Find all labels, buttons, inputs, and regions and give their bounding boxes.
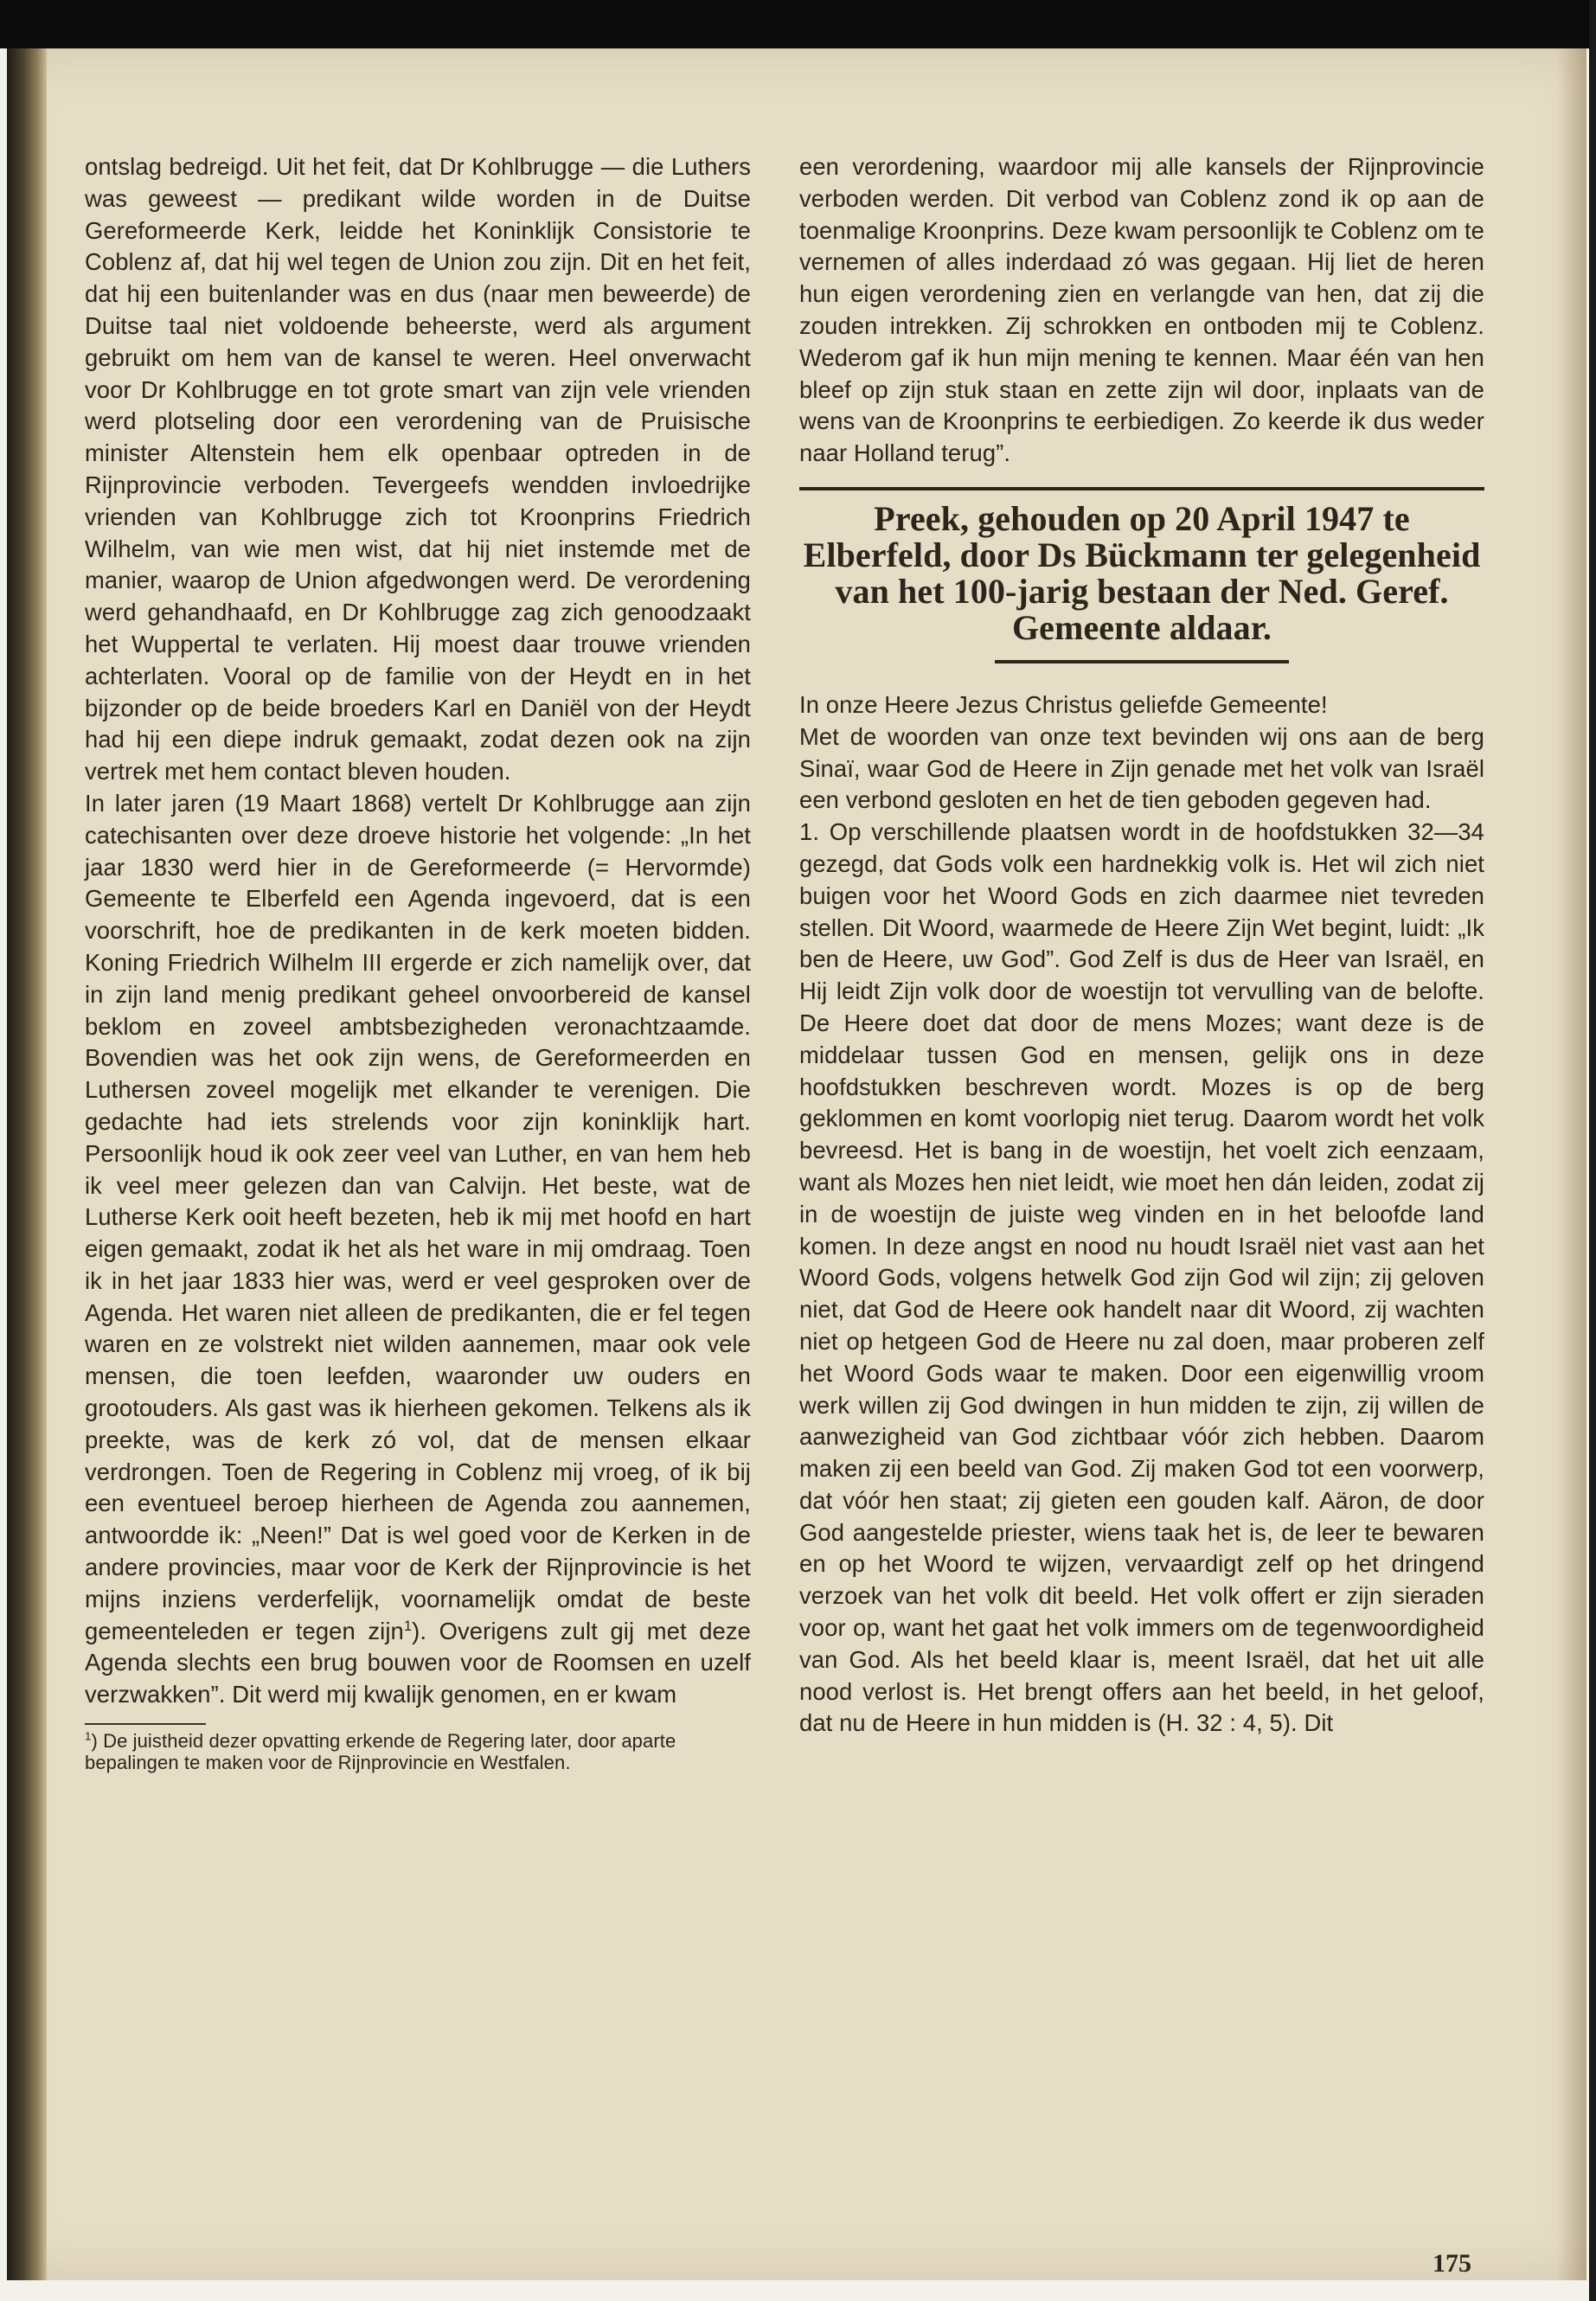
book-binding-edge <box>7 48 47 2280</box>
body-paragraph: een verordening, waardoor mij alle kansels der Rijnprovincie verboden werden. Dit verbod van Coblenz zond ik op aan de toenmalige Kroonprins. Deze kwam persoonlijk te Coblenz om te vernemen of alles inderdaad zó was gegaan. Hij liet de heren hun eigen verordening zien en verlangde van hen, dat zij die zouden intrekken. Zij schrokken en ontboden mij te Coblenz. Wederom gaf ik hun mijn mening te kennen. Maar één van hen bleef op zijn stuk staan en zette zijn wil door, inplaats van de wens van de Kroonprins te eerbiedigen. Zo keerde ik dus weder naar Holland terug”. <box>799 153 1484 467</box>
body-paragraph: 1. Op verschillende plaatsen wordt in de hoofdstukken 32—34 gezegd, dat Gods volk een hardnekkig volk is. Het wil zich niet buigen voor het Woord Gods en zich daarmee niet tevreden stellen. Dit Woord, waarmede de Heere Zijn Wet begint, luidt: „Ik ben de Heere, uw God”. God Zelf is dus de Heer van Israël, en Hij leidt Zijn volk door de woestijn tot vervulling van de belofte. De Heere doet dat door de mens Mozes; want deze is de middelaar tussen God en mensen, gelijk ons in deze hoofdstukken beschreven wordt. Mozes is op de berg geklommen en komt voorlopig niet terug. Daarom wordt het volk bevreesd. Het is bang in de woestijn, het voelt zich eenzaam, want als Mozes hen niet leidt, wie moet hen dán leiden, zodat zij in de woestijn de juiste weg vinden en in het beloofde land komen. In deze angst en nood nu houdt Israël niet vast aan het Woord Gods, volgens hetwelk God zijn God wil zijn; zij geloven niet, dat God de Heere ook handelt naar dit Woord, zij wachten niet op hetgeen God de Heere nu zal doen, maar proberen zelf het Woord Gods waar te maken. Door een eigenwillig vroom werk willen zij God dwingen in hun midden te zijn, zij willen de aanwezigheid van God zichtbaar vóór zich hebben. Daarom maken zij een beeld van God. Zij maken God tot een voorwerp, dat vóór hen staat; zij gieten een gouden kalf. Aäron, de door God aangestelde priester, wiens taak het is, de leer te bewaren en op het Woord te wijzen, vervaardigt zelf op het dringend verzoek van het volk dit beeld. Het volk offert er zijn sieraden voor op, want het gaat het volk immers om de tegenwoordigheid van God. Als het beeld klaar is, meent Israël, dat het uit alle nood verlost is. Het brengt offers aan het beeld, in het geloof, dat nu de Heere in hun midden is (H. 32 : 4, 5). Dit <box>799 818 1484 1737</box>
quote-text-continued: ). Overigens zult gij met deze Agenda slechts een brug bouwen voor de Roomsen en uzelf verzwakken”. Dit werd mij kwalijk genomen, en er kwam <box>85 1617 751 1708</box>
right-column <box>799 151 1484 1740</box>
body-paragraph <box>85 788 751 1711</box>
left-column <box>85 151 751 1773</box>
body-paragraph: ontslag bedreigd. Uit het feit, dat Dr Kohlbrugge — die Luthers was geweest — predikant wilde worden in de Duitse Gereformeerde Kerk, leidde het Koninklijk Consistorie te Coblenz af, dat hij wel tegen de Union zou zijn. Dit en het feit, dat hij een buitenlander was en dus (naar men beweerde) de Duitse taal niet voldoende beheerste, werd als argument gebruikt om hem van de kansel te weren. Heel onverwacht voor Dr Kohlbrugge en tot grote smart van zijn vele vrienden werd plotseling door een verordening van de Pruisische minister Altenstein hem elk openbaar optreden in de Rijnprovincie verboden. Tevergeefs wendden invloedrijke vrienden van Kohlbrugge zich tot Kroonprins Friedrich Wilhelm, van wie men wist, dat hij niet instemde met de manier, waarop de Union afgedwongen werd. De verordening werd gehandhaafd, en Dr Kohlbrugge zag zich genoodzaakt het Wuppertal te verlaten. Hij moest daar trouwe vrienden achterlaten. Vooral op de familie von der Heydt en in het bijzonder op de beide broeders Karl en Daniël von der Heydt had hij een diepe indruk gemaakt, zodat dezen ook na zijn vertrek met hem contact bleven houden. <box>85 153 751 785</box>
body-paragraph: Met de woorden van onze text bevinden wij ons aan de berg Sinaï, waar God de Heere in Zijn genade met het volk van Israël een verbond gesloten en het de tien geboden gegeven had. <box>799 722 1484 814</box>
footnote <box>85 1730 751 1773</box>
footnote-divider <box>85 1723 206 1725</box>
footnote-text: De juistheid dezer opvatting erkende de Regering later, door aparte bepalingen te maken voor de Rijnprovincie en Westfalen. <box>85 1730 676 1774</box>
section-divider <box>799 487 1484 490</box>
footnote-marker: 1 <box>85 1729 92 1743</box>
page-edge-shadow <box>1557 48 1586 2280</box>
scan-border-right <box>1589 0 1596 2301</box>
footnote-reference: 1 <box>403 1618 413 1634</box>
heading-underline <box>995 660 1289 663</box>
page-number: 175 <box>1433 2249 1471 2278</box>
salutation: In onze Heere Jezus Christus geliefde Gemeente! <box>799 690 1328 718</box>
footnote-marker-paren: ) <box>91 1730 104 1753</box>
sermon-heading: Preek, gehouden op 20 April 1947 te Elberfeld, door Ds Bückmann ter gelegenheid van het 100-jarig bestaan der Ned. Geref. Gemeente aldaar. <box>803 498 1481 647</box>
quote-text: In later jaren (19 Maart 1868) vertelt Dr Kohlbrugge aan zijn catechisanten over deze droeve historie het volgende: „In het jaar 1830 werd hier in de Gereformeerde (= Hervormde) Gemeente te Elberfeld een Agenda ingevoerd, dat is een voorschrift, hoe de predikanten in de kerk moeten bidden. Koning Friedrich Wilhelm III ergerde er zich namelijk over, dat in zijn land menig predikant geheel onvoorbereid de kansel beklom en zoveel ambtsbezigheden veronachtzaamde. Bovendien was het ook zijn wens, de Gereformeerden en Luthersen zoveel mogelijk met elkander te verenigen. Die gedachte had iets strelends voor zijn koninklijk hart. Persoonlijk houd ik ook zeer veel van Luther, en van hem heb ik veel meer gelezen dan van Calvijn. Het beste, wat de Lutherse Kerk ooit heeft bezeten, heb ik mij met hoofd en hart eigen gemaakt, zodat ik het als het ware in mij omdraag. Toen ik in het jaar 1833 hier was, werd er veel gesproken over de Agenda. Het waren niet alleen de predikanten, die er fel tegen waren en ze volstrekt niet wilden aannemen, maar ook vele mensen, die toen leefden, waaronder uw ouders en grootouders. Als gast was ik hierheen gekomen. Telkens als ik preekte, was de kerk zó vol, dat de mensen elkaar verdrongen. Toen de Regering in Coblenz mij vroeg, of ik bij een eventueel beroep hierheen de Agenda zou aannemen, antwoordde ik: „Neen!” Dat is wel goed voor de Kerken in de andere provincies, maar voor de Kerk der Rijnprovincie is het mijns inziens verderfelijk, voornamelijk omdat de beste gemeenteleden er tegen zijn <box>85 789 751 1644</box>
scan-border-top <box>0 0 1596 48</box>
